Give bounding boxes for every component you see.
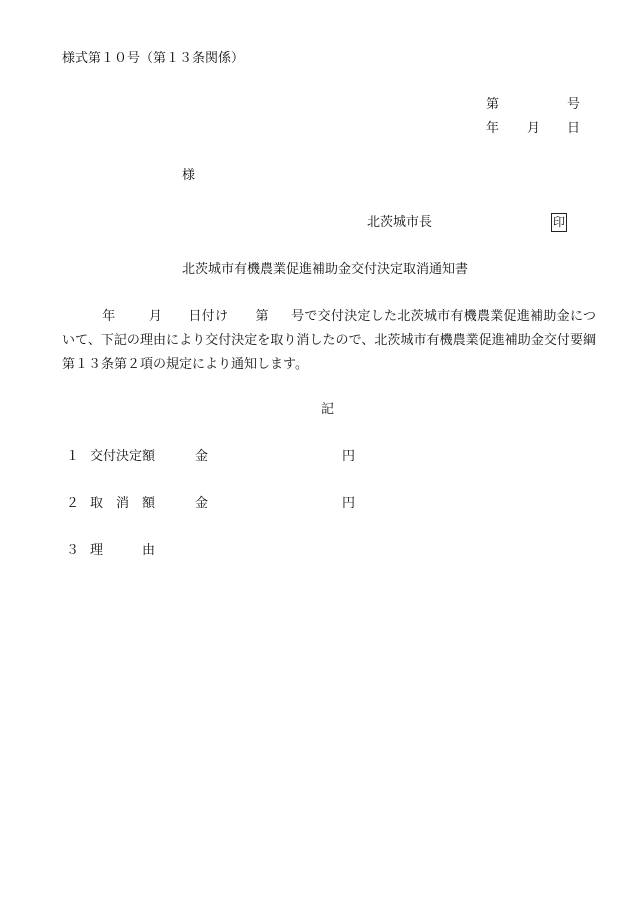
item-number: ２ — [66, 496, 80, 511]
item-label: 交付決定額 — [90, 449, 156, 464]
body-year: 年 — [102, 309, 116, 324]
item-number: １ — [66, 449, 80, 464]
body-text: 号で交付決定した北茨城市有機農業促進補助金について、下記の理由により交付決定を取り消したので、北茨城市有機農業促進補助金交付要綱第１３条第２項の規定により通知します。 — [62, 309, 596, 372]
date-day: 日 — [567, 121, 581, 136]
document-title: 北茨城市有機農業促進補助金交付決定取消通知書 — [182, 262, 469, 277]
item-money-suffix: 円 — [342, 496, 356, 511]
date-month: 月 — [527, 121, 541, 136]
item-money-suffix: 円 — [342, 449, 356, 464]
body-paragraph — [62, 305, 596, 377]
doc-number-prefix: 第 — [486, 97, 500, 112]
addressee-suffix: 様 — [182, 168, 196, 183]
item-number: ３ — [66, 543, 80, 558]
date-year: 年 — [486, 121, 500, 136]
body-dated: 日付け — [188, 309, 229, 324]
heading-ki: 記 — [321, 402, 335, 417]
doc-number-suffix: 号 — [567, 97, 581, 112]
item-label: 理 由 — [90, 543, 156, 558]
form-number: 様式第１０号（第１３条関係） — [62, 51, 245, 66]
body-num-prefix: 第 — [255, 309, 269, 324]
item-money-prefix: 金 — [195, 449, 209, 464]
seal-stamp: 印 — [551, 213, 567, 232]
item-label: 取 消 額 — [90, 496, 156, 511]
issuer-name: 北茨城市長 — [367, 215, 433, 230]
body-month: 月 — [148, 309, 163, 324]
item-money-prefix: 金 — [195, 496, 209, 511]
